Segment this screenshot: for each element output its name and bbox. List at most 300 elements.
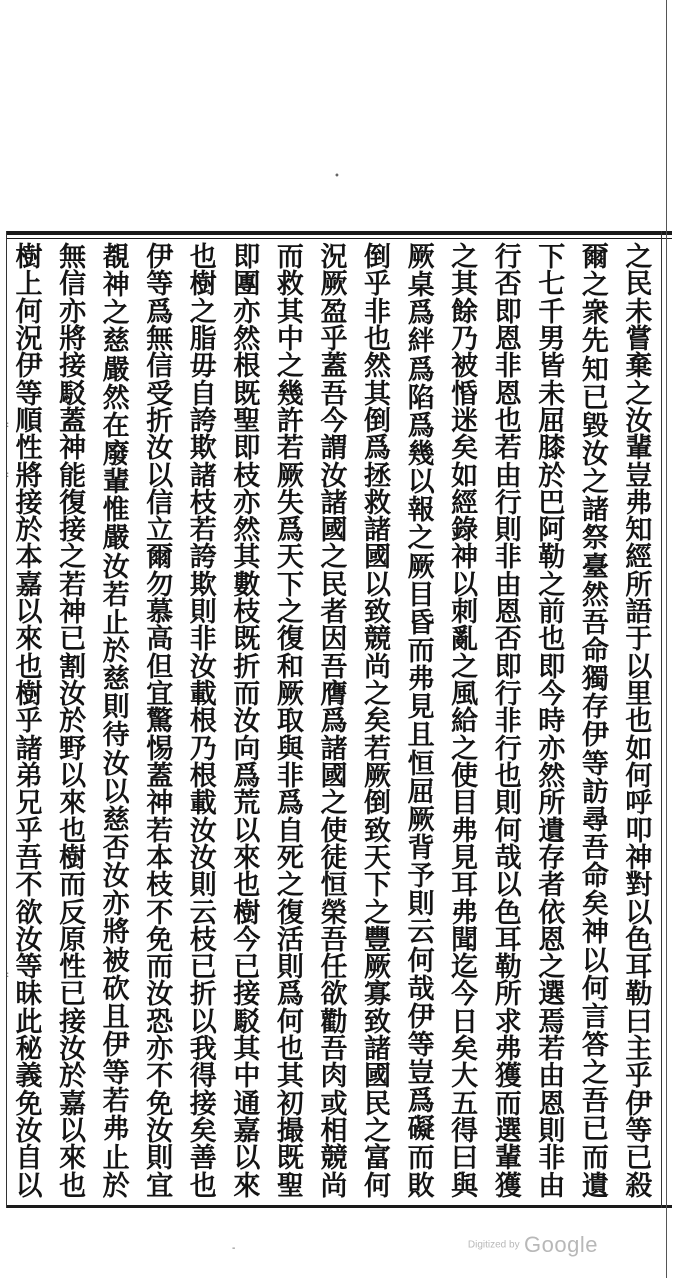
glyph: 於 (15, 515, 43, 547)
glyph: 亂 (451, 624, 479, 656)
glyph: 以 (189, 1006, 217, 1038)
glyph: 許 (276, 405, 304, 437)
glyph: 語 (625, 597, 653, 629)
glyph: 不 (15, 870, 43, 902)
glyph: 慈 (102, 804, 130, 836)
glyph: 向 (233, 733, 261, 765)
glyph: 日 (451, 1006, 479, 1038)
glyph: 枝 (146, 870, 174, 902)
glyph: 然 (233, 515, 261, 547)
glyph: 民 (320, 569, 348, 601)
glyph: 大 (451, 1061, 479, 1093)
glyph: 慈 (102, 664, 130, 696)
glyph: 來 (59, 788, 87, 820)
glyph: 由 (538, 1170, 566, 1202)
glyph: 也 (364, 323, 391, 355)
glyph: 弗 (494, 1034, 522, 1066)
glyph: 本 (146, 842, 174, 874)
glyph: 幾 (407, 438, 435, 470)
glyph: 神 (625, 842, 653, 874)
glyph: 天 (276, 542, 304, 574)
glyph: 也 (189, 242, 217, 273)
glyph: 弗 (102, 1114, 130, 1146)
glyph: 廢 (102, 438, 130, 470)
glyph: 善 (189, 1143, 217, 1175)
glyph: 吾 (15, 842, 43, 874)
text-column (14, 244, 44, 1200)
glyph: 今 (538, 679, 566, 710)
glyph: 以 (146, 460, 174, 492)
glyph: 即 (233, 242, 261, 273)
glyph: 厥 (276, 460, 304, 492)
glyph: 欲 (15, 897, 43, 929)
glyph: 順 (15, 405, 43, 437)
glyph: 汝 (59, 1034, 87, 1066)
glyph: 折 (189, 979, 217, 1011)
glyph: 國 (364, 542, 391, 574)
glyph: 樹 (15, 242, 43, 273)
glyph: 昏 (407, 607, 435, 639)
glyph: 驚 (146, 706, 174, 738)
glyph: 刺 (451, 597, 479, 629)
glyph: 行 (494, 242, 522, 273)
glyph: 高 (146, 624, 174, 656)
glyph: 倒 (364, 242, 391, 273)
glyph: 盈 (320, 296, 348, 328)
glyph: 也 (494, 760, 522, 792)
glyph: 乎 (625, 1061, 653, 1093)
glyph: 而 (146, 952, 174, 984)
glyph: 自 (276, 815, 304, 847)
glyph: 也 (538, 624, 566, 656)
glyph: 之 (364, 1116, 391, 1147)
glyph: 而 (59, 870, 87, 902)
watermark-logo: Google (524, 1232, 598, 1257)
glyph: 枝 (189, 924, 217, 956)
glyph: 下 (276, 569, 304, 601)
glyph: 以 (233, 1143, 261, 1175)
glyph: 諸 (15, 733, 43, 765)
glyph: 脂 (189, 323, 217, 355)
glyph: 厥 (407, 804, 435, 836)
glyph: 色 (625, 924, 653, 956)
glyph: 致 (364, 815, 391, 847)
glyph: 蓋 (59, 405, 87, 437)
scan-speck: : (6, 969, 10, 980)
glyph: 接 (15, 487, 43, 519)
glyph: 迄 (451, 952, 479, 984)
glyph: 欺 (189, 433, 217, 465)
glyph: 下 (538, 242, 566, 273)
glyph: 根 (189, 760, 217, 792)
glyph: 爲 (146, 296, 174, 328)
glyph: 將 (102, 917, 130, 949)
glyph: 能 (59, 460, 87, 492)
glyph: 止 (102, 1142, 130, 1174)
glyph: 初 (276, 1088, 304, 1120)
glyph: 謂 (320, 433, 348, 465)
glyph: 知 (581, 354, 609, 386)
glyph: 枝 (189, 487, 217, 519)
glyph: 之 (320, 788, 348, 820)
glyph: 時 (538, 706, 566, 738)
glyph: 或 (320, 1088, 348, 1120)
glyph: 經 (625, 542, 653, 574)
glyph: 接 (59, 1006, 87, 1038)
glyph: 云 (189, 897, 217, 929)
glyph: 神 (102, 270, 130, 302)
glyph: 矣 (364, 706, 391, 738)
glyph: 否 (102, 832, 130, 864)
text-column (406, 244, 436, 1200)
glyph: 呼 (625, 788, 653, 820)
glyph: 言 (581, 1001, 609, 1033)
glyph: 何 (276, 1006, 304, 1038)
glyph: 則 (189, 597, 217, 629)
glyph: 爲 (276, 515, 304, 547)
glyph: 豐 (364, 924, 391, 956)
glyph: 厥 (276, 679, 304, 710)
glyph: 汝 (233, 706, 261, 738)
glyph: 色 (494, 897, 522, 929)
glyph: 今 (233, 924, 261, 956)
glyph: 已 (189, 952, 217, 984)
glyph: 吾 (320, 651, 348, 683)
glyph: 何 (581, 973, 609, 1005)
glyph: 拯 (364, 460, 391, 492)
glyph: 亦 (59, 296, 87, 328)
glyph: 因 (320, 624, 348, 656)
glyph: 其 (276, 296, 304, 328)
glyph: 報 (407, 495, 435, 527)
glyph: 宜 (146, 1170, 174, 1202)
glyph: 背 (407, 832, 435, 864)
glyph: 爲 (233, 760, 261, 792)
glyph: 若 (59, 569, 87, 601)
glyph: 已 (625, 1143, 653, 1175)
glyph: 伊 (146, 242, 174, 273)
glyph: 遺 (581, 1170, 609, 1202)
glyph: 未 (538, 378, 566, 410)
glyph: 上 (15, 269, 43, 301)
glyph: 恩 (494, 323, 522, 355)
glyph: 見 (451, 842, 479, 874)
text-column (537, 244, 567, 1200)
glyph: 枝 (233, 460, 261, 492)
glyph: 若 (538, 1034, 566, 1066)
glyph: 駁 (59, 378, 87, 410)
glyph: 然 (364, 351, 391, 383)
glyph: 惛 (451, 378, 479, 410)
glyph: 諸 (364, 515, 391, 547)
frame-left-rule (6, 231, 10, 1208)
glyph: 亦 (538, 733, 566, 765)
glyph: 嘗 (625, 323, 653, 355)
glyph: 幾 (276, 378, 304, 410)
glyph: 恩 (494, 597, 522, 629)
glyph: 國 (320, 515, 348, 547)
glyph: 存 (581, 692, 609, 724)
glyph: 恩 (494, 378, 522, 410)
glyph: 乃 (451, 323, 479, 355)
glyph: 者 (320, 597, 348, 629)
glyph: 復 (276, 624, 304, 656)
glyph: 之 (581, 270, 609, 302)
glyph: 已 (59, 979, 87, 1011)
glyph: 蓋 (320, 351, 348, 383)
glyph: 性 (15, 433, 43, 465)
glyph: 恒 (407, 748, 435, 780)
glyph: 今 (451, 979, 479, 1011)
text-column (450, 244, 480, 1200)
glyph: 相 (320, 1116, 348, 1147)
glyph: 荒 (233, 788, 261, 820)
glyph: 之 (581, 467, 609, 499)
glyph: 伊 (625, 1088, 653, 1120)
text-column (624, 244, 654, 1200)
glyph: 與 (451, 1170, 479, 1202)
glyph: 爲 (364, 433, 391, 465)
glyph: 嘉 (59, 1088, 87, 1120)
glyph: 厥 (320, 269, 348, 301)
glyph: 吾 (320, 378, 348, 410)
glyph: 何 (625, 760, 653, 792)
glyph: 輩 (102, 467, 130, 499)
glyph: 之 (276, 870, 304, 902)
glyph: 惕 (146, 733, 174, 765)
glyph: 且 (102, 1001, 130, 1033)
glyph: 所 (494, 979, 522, 1011)
glyph: 答 (581, 1029, 609, 1061)
glyph: 汝 (581, 438, 609, 470)
glyph: 況 (15, 323, 43, 355)
scan-speck: - (232, 1243, 236, 1254)
glyph: 等 (625, 1116, 653, 1147)
glyph: 諸 (189, 460, 217, 492)
glyph: 尚 (364, 651, 391, 683)
glyph: 則 (146, 1143, 174, 1175)
glyph: 原 (59, 924, 87, 956)
glyph: 於 (102, 635, 130, 667)
glyph: 民 (625, 269, 653, 301)
glyph: 汝 (15, 924, 43, 956)
glyph: 誇 (189, 405, 217, 437)
glyph: 厥 (364, 760, 391, 792)
glyph: 信 (146, 487, 174, 519)
glyph: 等 (102, 1058, 130, 1090)
glyph: 神 (581, 917, 609, 949)
digitized-by-google-watermark (468, 1232, 598, 1258)
watermark-prefix: Digitized by (467, 1239, 520, 1251)
glyph: 遺 (538, 815, 566, 847)
glyph: 既 (233, 624, 261, 656)
glyph: 神 (451, 542, 479, 574)
glyph: 弗 (451, 897, 479, 929)
glyph: 慈 (102, 326, 130, 358)
glyph: 礙 (407, 1114, 435, 1146)
glyph: 其 (364, 378, 391, 410)
glyph: 汝 (189, 815, 217, 847)
glyph: 於 (538, 460, 566, 492)
glyph: 以 (625, 651, 653, 683)
glyph: 割 (59, 651, 87, 683)
glyph: 存 (538, 842, 566, 874)
glyph: 獲 (494, 1061, 522, 1093)
glyph: 也 (59, 815, 87, 847)
glyph: 國 (364, 1061, 391, 1093)
glyph: 否 (494, 269, 522, 301)
glyph: 云 (407, 917, 435, 949)
glyph: 依 (538, 897, 566, 929)
glyph: 以 (15, 597, 43, 629)
glyph: 行 (494, 487, 522, 519)
glyph: 若 (364, 733, 391, 765)
glyph: 恩 (538, 1088, 566, 1120)
glyph: 樹 (233, 897, 261, 929)
glyph: 選 (494, 1116, 522, 1147)
glyph: 也 (15, 651, 43, 683)
glyph: 以 (59, 1116, 87, 1147)
glyph: 耳 (451, 870, 479, 902)
glyph: 如 (625, 733, 653, 765)
glyph: 乎 (15, 706, 43, 738)
glyph: 富 (364, 1143, 391, 1175)
glyph: 汝 (15, 1116, 43, 1147)
glyph: 勿 (146, 569, 174, 601)
glyph: 況 (320, 242, 348, 273)
glyph: 行 (494, 679, 522, 710)
glyph: 以 (233, 815, 261, 847)
glyph: 若 (102, 1086, 130, 1118)
glyph: 伊 (102, 1029, 130, 1061)
glyph: 獨 (581, 664, 609, 696)
glyph: 野 (59, 733, 87, 765)
glyph: 已 (59, 624, 87, 656)
glyph: 汝 (102, 551, 130, 583)
glyph: 數 (233, 569, 261, 601)
glyph: 絆 (407, 326, 435, 358)
glyph: 也 (233, 870, 261, 902)
glyph: 輩 (625, 433, 653, 465)
glyph: 之 (451, 242, 479, 273)
glyph: 樹 (59, 842, 87, 874)
glyph: 聖 (276, 1170, 304, 1202)
glyph: 乎 (364, 269, 391, 301)
glyph: 活 (276, 924, 304, 956)
glyph: 非 (494, 706, 522, 738)
glyph: 被 (451, 351, 479, 383)
glyph: 膝 (538, 433, 566, 465)
glyph: 等 (15, 952, 43, 984)
text-column (145, 244, 175, 1200)
glyph: 接 (189, 1088, 217, 1120)
glyph: 若 (189, 515, 217, 547)
glyph: 恩 (538, 924, 566, 956)
glyph: 行 (494, 733, 522, 765)
glyph: 則 (407, 889, 435, 921)
glyph: 也 (276, 1034, 304, 1066)
glyph: 然 (581, 579, 609, 611)
glyph: 則 (538, 1116, 566, 1147)
glyph: 吾 (320, 1034, 348, 1066)
glyph: 折 (146, 405, 174, 437)
glyph: 而 (581, 1142, 609, 1174)
glyph: 耳 (625, 952, 653, 984)
glyph: 競 (320, 1143, 348, 1175)
glyph: 亦 (102, 889, 130, 921)
frame-top-rule (6, 231, 672, 235)
text-column (580, 244, 610, 1200)
glyph: 也 (625, 706, 653, 738)
glyph: 致 (364, 1006, 391, 1038)
glyph: 迷 (451, 405, 479, 437)
glyph: 嚴 (102, 523, 130, 555)
glyph: 其 (276, 1061, 304, 1093)
glyph: 而 (407, 635, 435, 667)
glyph: 團 (233, 269, 261, 301)
glyph: 死 (276, 842, 304, 874)
glyph: 不 (146, 1061, 174, 1093)
glyph: 兄 (15, 788, 43, 820)
glyph: 其 (233, 542, 261, 574)
glyph: 弟 (15, 760, 43, 792)
glyph: 勒 (538, 542, 566, 574)
glyph: 非 (364, 296, 391, 328)
glyph: 無 (146, 323, 174, 355)
glyph: 以 (494, 870, 522, 902)
glyph: 宜 (146, 679, 174, 710)
glyph: 何 (15, 296, 43, 328)
glyph: 然 (233, 323, 261, 355)
glyph: 吾 (581, 1086, 609, 1118)
glyph: 使 (451, 760, 479, 792)
glyph: 諸 (364, 1034, 391, 1066)
glyph: 爾 (581, 242, 609, 273)
glyph: 對 (625, 870, 653, 902)
glyph: 止 (102, 607, 130, 639)
glyph: 之 (625, 378, 653, 410)
vertical-text-block (14, 244, 654, 1200)
glyph: 即 (233, 433, 261, 465)
glyph: 將 (59, 323, 87, 355)
glyph: 否 (494, 624, 522, 656)
glyph: 若 (146, 815, 174, 847)
glyph: 恐 (146, 1006, 174, 1038)
glyph: 陷 (407, 382, 435, 414)
glyph: 駁 (233, 1006, 261, 1038)
glyph: 知 (625, 515, 653, 547)
page-edge-line (666, 0, 667, 1278)
glyph: 民 (364, 1088, 391, 1120)
glyph: 於 (59, 1061, 87, 1093)
glyph: 本 (15, 542, 43, 574)
glyph: 弗 (451, 815, 479, 847)
glyph: 汝 (189, 651, 217, 683)
glyph: 在 (102, 410, 130, 442)
glyph: 之 (451, 651, 479, 683)
glyph: 毀 (581, 410, 609, 442)
glyph: 汝 (102, 861, 130, 893)
glyph: 神 (146, 788, 174, 820)
glyph: 枝 (233, 597, 261, 629)
glyph: 伊 (581, 720, 609, 752)
glyph: 汝 (146, 433, 174, 465)
glyph: 所 (625, 569, 653, 601)
glyph: 里 (625, 679, 653, 710)
glyph: 中 (276, 323, 304, 355)
glyph: 則 (494, 515, 522, 547)
glyph: 之 (276, 597, 304, 629)
